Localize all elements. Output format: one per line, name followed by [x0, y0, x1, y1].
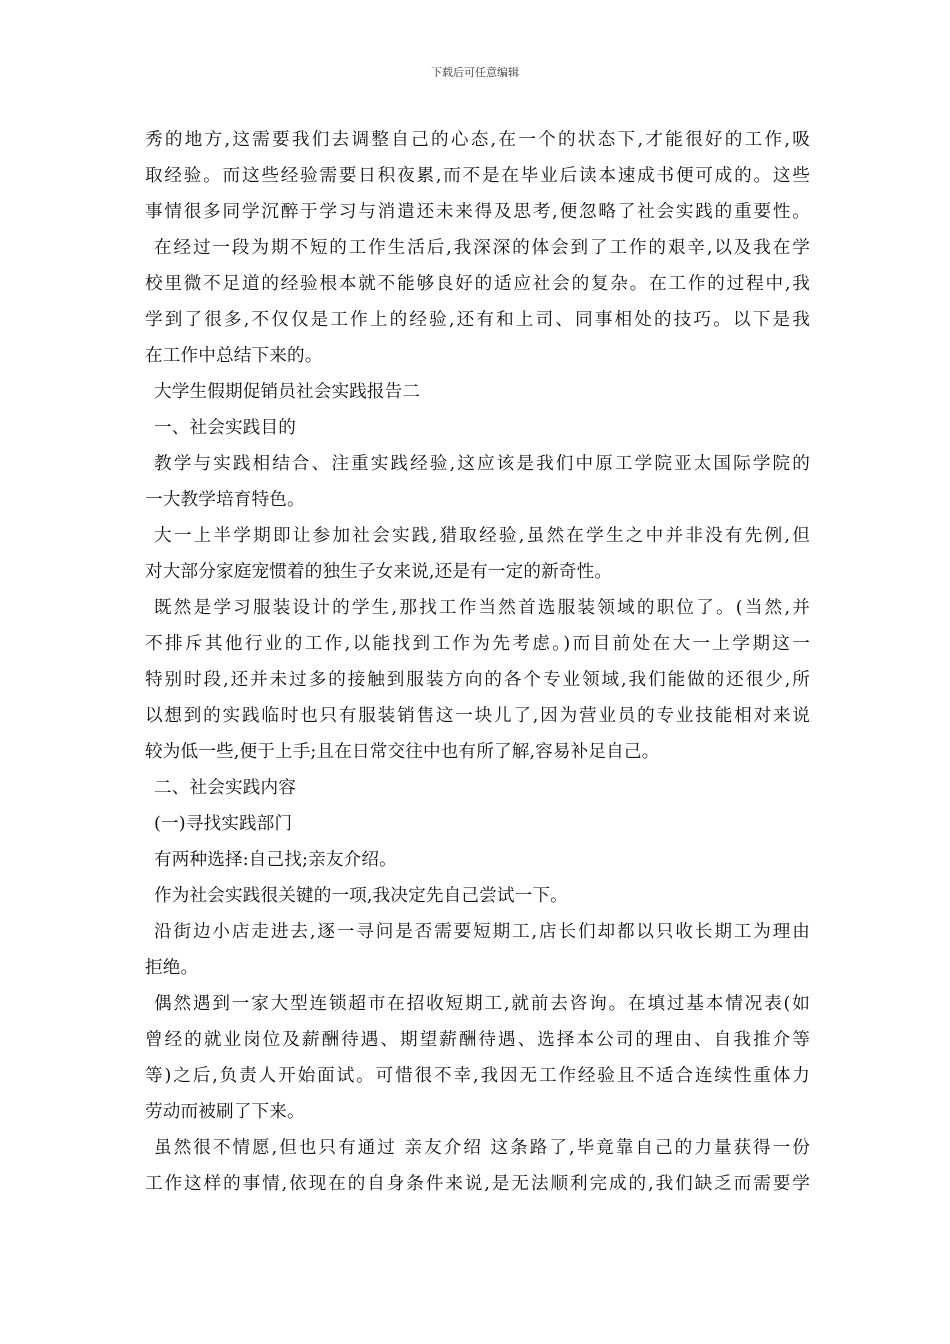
text-line: 既然是学习服装设计的学生,那找工作当然首选服装领域的职位了。(当然,并 — [154, 598, 810, 618]
text-line: 等)之后,负责人开始面试。可惜很不幸,我因无工作经验且不适合连续性重体力 — [145, 1066, 810, 1086]
text-line: 取经验。而这些经验需要日积夜累,而不是在毕业后读本速成书便可成的。这些 — [145, 166, 810, 186]
text-line: (一)寻找实践部门 — [154, 814, 293, 834]
text-line: 有两种选择:自己找;亲友介绍。 — [154, 850, 397, 870]
text-line: 在经过一段为期不短的工作生活后,我深深的体会到了工作的艰辛,以及我在学 — [154, 238, 810, 258]
text-line: 在工作中总结下来的。 — [145, 346, 323, 366]
text-line: 虽然很不情愿,但也只有通过 亲友介绍 这条路了,毕竟靠自己的力量获得一份 — [154, 1138, 810, 1158]
text-line: 以想到的实践临时也只有服装销售这一块儿了,因为营业员的专业技能相对来说 — [145, 706, 810, 726]
text-line: 不排斥其他行业的工作,以能找到工作为先考虑。)而目前处在大一上学期这一 — [145, 634, 810, 654]
page-header: 下载后可任意编辑 — [431, 66, 519, 79]
text-line: 偶然遇到一家大型连锁超市在招收短期工,就前去咨询。在填过基本情况表(如 — [154, 994, 810, 1014]
text-line: 事情很多同学沉醉于学习与消遣还未来得及思考,便忽略了社会实践的重要性。 — [145, 202, 810, 222]
text-line: 大一上半学期即让参加社会实践,猎取经验,虽然在学生之中并非没有先例,但 — [154, 526, 810, 546]
text-line: 二、社会实践内容 — [154, 778, 296, 798]
text-line: 曾经的就业岗位及薪酬待遇、期望薪酬待遇、选择本公司的理由、自我推介等 — [145, 1030, 810, 1050]
text-line: 秀的地方,这需要我们去调整自己的心态,在一个的状态下,才能很好的工作,吸 — [145, 130, 810, 150]
text-line: 大学生假期促销员社会实践报告二 — [154, 382, 421, 402]
text-line: 校里微不足道的经验根本就不能够良好的适应社会的复杂。在工作的过程中,我 — [145, 274, 810, 294]
text-line: 沿街边小店走进去,逐一寻问是否需要短期工,店长们却都以只收长期工为理由 — [154, 922, 810, 942]
text-line: 一大教学培育特色。 — [145, 490, 305, 510]
document-body — [145, 122, 810, 1202]
text-line: 劳动而被刷了下来。 — [145, 1102, 305, 1122]
text-line: 较为低一些,便于上手;且在日常交往中也有所了解,容易补足自己。 — [145, 742, 660, 762]
text-line: 工作这样的事情,依现在的自身条件来说,是无法顺利完成的,我们缺乏而需要学 — [145, 1174, 810, 1194]
text-line: 特别时段,还并未过多的接触到服装方向的各个专业领域,我们能做的还很少,所 — [145, 670, 810, 690]
text-line: 对大部分家庭宠惯着的独生子女来说,还是有一定的新奇性。 — [145, 562, 613, 582]
text-line: 教学与实践相结合、注重实践经验,这应该是我们中原工学院亚太国际学院的 — [154, 454, 810, 474]
text-line: 学到了很多,不仅仅是工作上的经验,还有和上司、同事相处的技巧。以下是我 — [145, 310, 810, 330]
text-line: 拒绝。 — [145, 958, 199, 978]
text-line: 作为社会实践很关键的一项,我决定先自己尝试一下。 — [154, 886, 568, 906]
text-line: 一、社会实践目的 — [154, 418, 296, 438]
